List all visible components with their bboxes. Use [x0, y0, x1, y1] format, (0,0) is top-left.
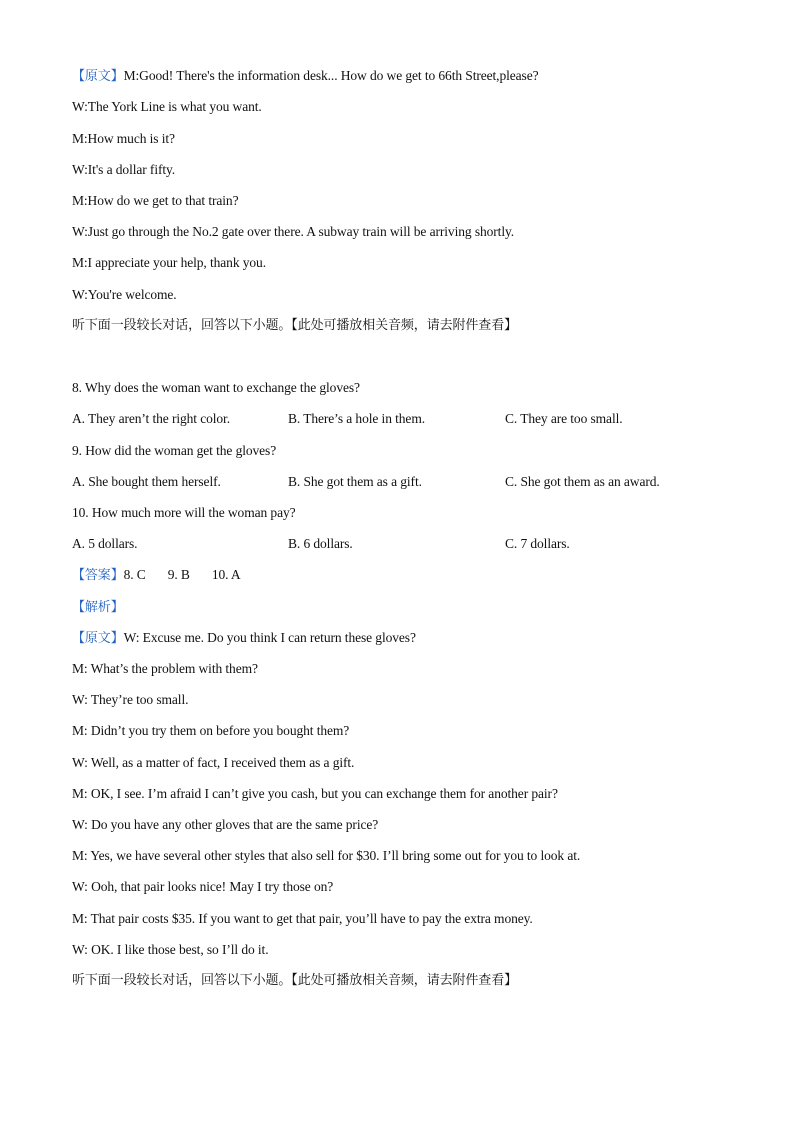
transcript-line: M: That pair costs $35. If you want to get that pair, you’ll have to pay the extra money. [72, 911, 533, 926]
transcript-line: W:It's a dollar fifty. [72, 162, 176, 177]
transcript-line: M: What’s the problem with them? [72, 661, 258, 676]
listening-instruction: 听下面一段较长对话，回答以下小题。【此处可播放相关音频，请去附件查看】 [72, 318, 518, 333]
answer-item: 9. B [167, 567, 190, 582]
transcript-line: W: Well, as a matter of fact, I received them as a gift. [72, 755, 355, 770]
source-tag: 【原文】 [72, 631, 124, 646]
answer-item: 10. A [211, 567, 241, 582]
option-a: A. 5 dollars. [72, 536, 138, 551]
listening-instruction: 听下面一段较长对话，回答以下小题。【此处可播放相关音频，请去附件查看】 [72, 973, 518, 988]
transcript-line: W: Do you have any other gloves that are the same price? [72, 817, 379, 832]
answer-item: 8. C [123, 567, 146, 582]
transcript-line: M:How much is it? [72, 131, 175, 146]
transcript-line: 【原文】W: Excuse me. Do you think I can return these gloves? [72, 630, 416, 646]
option-a: A. They aren’t the right color. [72, 411, 230, 426]
analysis-tag: 【解析】 [72, 600, 124, 615]
transcript-line: M:I appreciate your help, thank you. [72, 255, 266, 270]
option-b: B. She got them as a gift. [288, 474, 422, 489]
option-b: B. 6 dollars. [288, 536, 353, 551]
option-a: A. She bought them herself. [72, 474, 221, 489]
question-stem: 8. Why does the woman want to exchange the gloves? [72, 380, 360, 395]
analysis-heading [72, 598, 124, 617]
option-c: C. 7 dollars. [505, 536, 570, 551]
transcript-line: W: OK. I like those best, so I’ll do it. [72, 942, 269, 957]
transcript-line: W: Ooh, that pair looks nice! May I try those on? [72, 879, 334, 894]
transcript-line: M: Didn’t you try them on before you bought them? [72, 723, 350, 738]
question-stem: 10. How much more will the woman pay? [72, 505, 296, 520]
answer-tag: 【答案】 [72, 568, 124, 583]
option-c: C. She got them as an award. [505, 474, 660, 489]
option-c: C. They are too small. [505, 411, 623, 426]
transcript-line: W:You're welcome. [72, 287, 177, 302]
option-b: B. There’s a hole in them. [288, 411, 425, 426]
source-tag: 【原文】 [72, 69, 124, 84]
transcript-line: W:Just go through the No.2 gate over there. A subway train will be arriving shortly. [72, 224, 515, 239]
transcript-line: W:The York Line is what you want. [72, 99, 262, 114]
transcript-line: M: OK, I see. I’m afraid I can’t give you cash, but you can exchange them for another pair? [72, 786, 558, 801]
transcript-line: M:How do we get to that train? [72, 193, 239, 208]
question-stem: 9. How did the woman get the gloves? [72, 443, 277, 458]
transcript-line: M: Yes, we have several other styles that also sell for $30. I’ll bring some out for you to look at. [72, 848, 581, 863]
transcript-line: W: They’re too small. [72, 692, 189, 707]
transcript-line: 【原文】M:Good! There's the information desk... How do we get to 66th Street,please? [72, 68, 539, 84]
answer-line [72, 566, 241, 585]
